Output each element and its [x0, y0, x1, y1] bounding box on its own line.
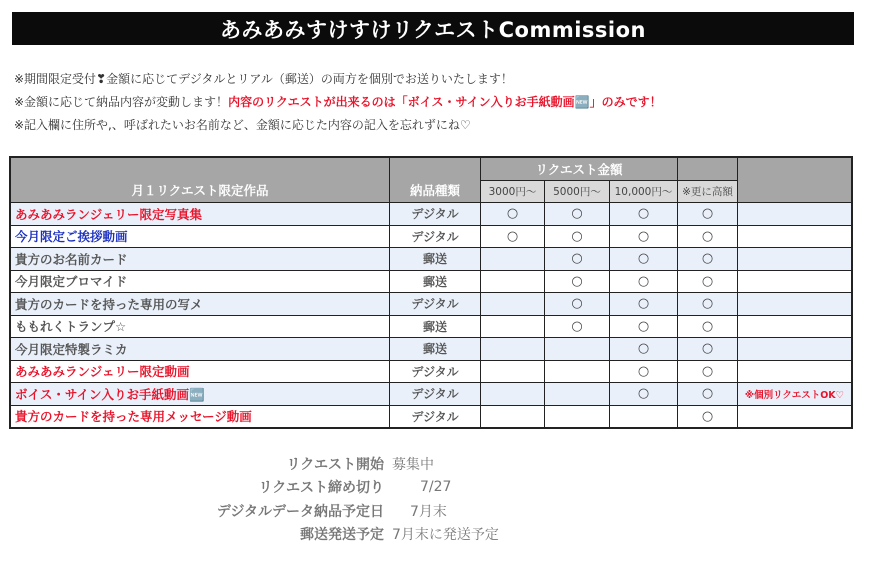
item-name: ももれくトランプ☆ [11, 316, 389, 338]
info-value: 7月末に発送予定 [392, 527, 499, 544]
availability-mark: ○ [610, 226, 677, 248]
header-price: リクエスト金額 [481, 158, 677, 180]
availability-mark: ○ [678, 226, 737, 248]
delivery-type: 郵送 [390, 271, 480, 293]
info-row [0, 476, 871, 500]
availability-mark: ○ [678, 406, 737, 428]
header-note-blank [738, 158, 851, 202]
availability-mark: ○ [678, 361, 737, 383]
availability-mark: ○ [678, 383, 737, 405]
availability-mark [481, 383, 544, 405]
availability-mark: ○ [545, 203, 609, 225]
item-name: あみあみランジェリー限定動画 [11, 361, 389, 383]
availability-mark [545, 383, 609, 405]
row-note [738, 226, 851, 248]
info-value: 募集中 [392, 456, 434, 473]
row-note [738, 406, 851, 428]
availability-mark: ○ [545, 226, 609, 248]
info-label: デジタルデータ納品予定日 [216, 503, 384, 520]
availability-mark: ○ [610, 338, 677, 360]
availability-mark: ○ [545, 316, 609, 338]
delivery-type: デジタル [390, 203, 480, 225]
availability-mark [545, 406, 609, 428]
availability-mark [481, 338, 544, 360]
availability-mark: ○ [678, 203, 737, 225]
row-note [738, 293, 851, 315]
info-label: リクエスト開始 [286, 456, 384, 473]
availability-mark [481, 316, 544, 338]
item-name: 貴方のお名前カード [11, 248, 389, 270]
price-col-3: 10,000円〜 [610, 181, 677, 202]
availability-mark: ○ [610, 293, 677, 315]
availability-mark: ○ [678, 316, 737, 338]
availability-mark: ○ [545, 271, 609, 293]
row-note: ※個別リクエストOK♡ [738, 383, 851, 405]
item-name: 今月限定ご挨拶動画 [11, 226, 389, 248]
availability-mark: ○ [610, 316, 677, 338]
availability-mark: ○ [610, 271, 677, 293]
availability-mark [545, 361, 609, 383]
info-row [0, 452, 871, 476]
availability-mark: ○ [545, 248, 609, 270]
delivery-type: 郵送 [390, 316, 480, 338]
price-col-1: 3000円〜 [481, 181, 544, 202]
notes [14, 68, 662, 137]
item-name: あみあみランジェリー限定写真集 [11, 203, 389, 225]
info-label: 郵送発送予定 [300, 527, 384, 544]
availability-mark [481, 406, 544, 428]
note-line-3: ※記入欄に住所や,、呼ばれたいお名前など、金額に応じた内容の記入を忘れずにね♡ [14, 118, 471, 132]
row-note [738, 338, 851, 360]
info-label: リクエスト締め切り [258, 480, 384, 497]
delivery-type: デジタル [390, 226, 480, 248]
availability-mark: ○ [610, 361, 677, 383]
price-col-2: 5000円〜 [545, 181, 609, 202]
header-type: 納品種類 [390, 158, 480, 202]
price-col-4: ※更に高額 [678, 181, 737, 202]
delivery-type: 郵送 [390, 338, 480, 360]
page-title: あみあみすけすけリクエストCommission [12, 12, 854, 45]
row-note [738, 203, 851, 225]
availability-mark: ○ [610, 383, 677, 405]
availability-mark: ○ [481, 203, 544, 225]
info-row [0, 499, 871, 523]
header-price-extra-blank [678, 158, 737, 180]
availability-mark: ○ [481, 226, 544, 248]
availability-mark [481, 248, 544, 270]
availability-mark [481, 293, 544, 315]
info-row [0, 523, 871, 547]
availability-mark: ○ [678, 271, 737, 293]
item-name: ボイス・サイン入りお手紙動画🆕 [11, 383, 389, 405]
delivery-type: デジタル [390, 406, 480, 428]
item-name: 貴方のカードを持った専用の写メ [11, 293, 389, 315]
schedule-info [0, 452, 871, 546]
delivery-type: 郵送 [390, 248, 480, 270]
row-note [738, 271, 851, 293]
note-line-2-highlight: 内容のリクエストが出来るのは「ボイス・サイン入りお手紙動画🆕」のみです！ [228, 95, 662, 109]
info-value: 7月末 [410, 503, 447, 520]
note-line-1: ※期間限定受付❣金額に応じてデジタルとリアル（郵送）の両方を個別でお送りいたします！ [14, 72, 513, 86]
row-note [738, 361, 851, 383]
row-note [738, 248, 851, 270]
header-item: 月１リクエスト限定作品 [11, 158, 389, 202]
row-note [738, 316, 851, 338]
availability-mark: ○ [610, 248, 677, 270]
note-line-2-prefix: ※金額に応じて納品内容が変動します！ [14, 95, 229, 109]
delivery-type: デジタル [390, 383, 480, 405]
availability-mark: ○ [678, 293, 737, 315]
availability-mark [545, 338, 609, 360]
info-value: 7/27 [420, 479, 452, 496]
delivery-type: デジタル [390, 361, 480, 383]
item-name: 今月限定ブロマイド [11, 271, 389, 293]
availability-mark: ○ [678, 338, 737, 360]
delivery-type: デジタル [390, 293, 480, 315]
item-name: 貴方のカードを持った専用メッセージ動画 [11, 406, 389, 428]
availability-mark: ○ [678, 248, 737, 270]
availability-mark [481, 271, 544, 293]
availability-mark [610, 406, 677, 428]
availability-mark [481, 361, 544, 383]
availability-mark: ○ [610, 203, 677, 225]
availability-mark: ○ [545, 293, 609, 315]
item-name: 今月限定特製ラミカ [11, 338, 389, 360]
commission-table [9, 156, 853, 429]
note-line-2 [14, 91, 662, 114]
